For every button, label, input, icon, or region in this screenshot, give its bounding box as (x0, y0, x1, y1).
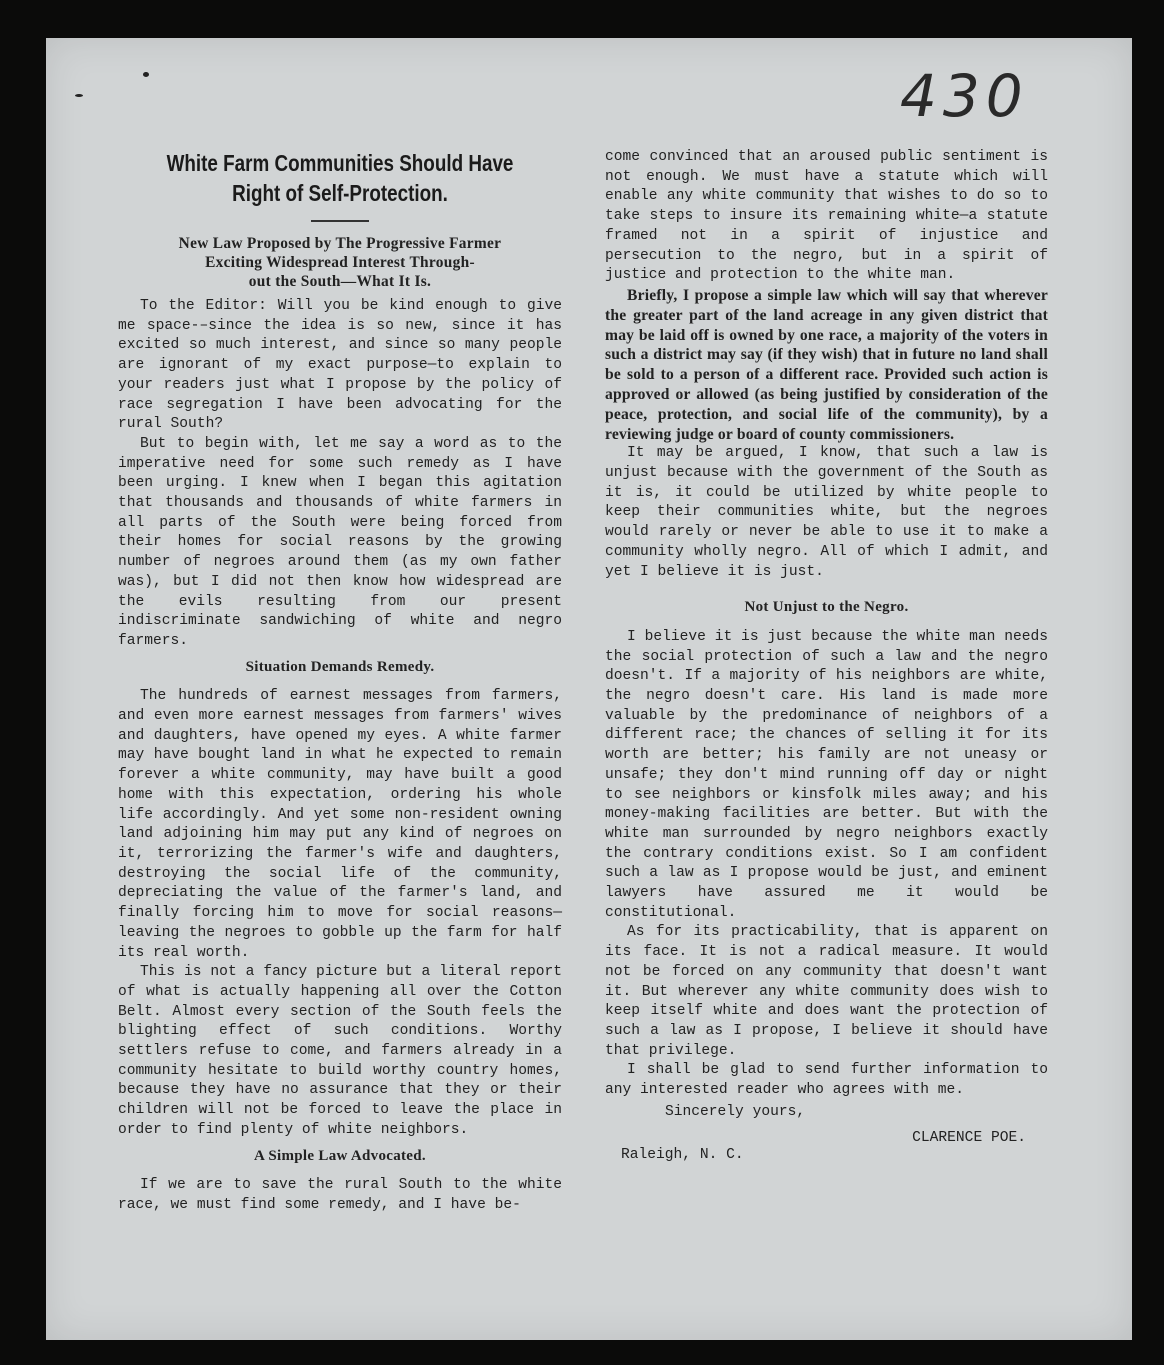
dateline-place: Raleigh, N. C. (621, 1147, 744, 1164)
deck-line-2: Exciting Widespread Interest Through- (205, 254, 475, 271)
section-heading: Situation Demands Remedy. (245, 658, 435, 675)
ink-speck (143, 72, 149, 77)
article-deck (118, 234, 562, 291)
paragraph: As for its practicability, that is apparent on its face. It is not a radical measure. It would not be forced on any community that doesn't want it. But wherever any white community does wish to keep itself white and does want the protection of such a law as I propose, I believe it should have that privilege. (605, 924, 1048, 1059)
ink-speck (75, 94, 83, 97)
closing: Sincerely yours, (665, 1103, 806, 1120)
proposal-paragraph: Briefly, I propose a simple law which will say that wherever the greater part of the land acreage in any given district that may be laid off is owned by one race, a majority of the voters in such a district may say (if they wish) that in future no land shall be sold to a person of a different race. Provided such action is approved or allowed (as being justified by consideration of the peace, protection, and social life of the community), by a reviewing judge or board of county commissioners. (605, 286, 1048, 443)
paragraph: But to begin with, let me say a word as to the imperative need for some such remedy as I have been urging. I knew when I began this agitation that thousands and thousands of white farmers in all parts of the South were being forced from their homes for social reasons by the growing number of negroes around them (as my own father was), but I did not then know how widespread are the evils resulting from our present indiscriminate sandwiching of white and negro farmers. (118, 435, 562, 649)
deck-line-1: New Law Proposed by The Progressive Farmer (178, 235, 502, 252)
paragraph: I believe it is just because the white man needs the social protection of such a law and the negro doesn't. If a majority of his neighbors are white, the negro doesn't care. His land is made more valuable by the predominance of neighbors of a different race; the chances of selling it for its worth are better; his family are not uneasy or unsafe; they don't mind running off day or night to see neighbors or kinsfolk miles away; and his money-making facilities are better. But with the white man surrounded by negro neighbors exactly the contrary conditions exist. So I am confident such a law as I propose would be just, and eminent lawyers have assured me it would be constitutional. (605, 628, 1048, 921)
paragraph: The hundreds of earnest messages from farmers, and even more earnest messages from farmers' wives and daughters, have opened my eyes. A white farmer may have bought land in what he expected to remain forever a white community, may have built a good home with this expectation, ordering his whole life accordingly. And yet some non-resident owning land adjoining him may put any kind of negroes on it, terrorizing the farmer's wife and daughters, destroying the social life of the community, depreciating the value of the farmer's land, and finally forcing him to move for social reasons—leaving the negroes to gobble up the farm for half its real worth. (118, 688, 562, 961)
paragraph-continued: come convinced that an aroused public sentiment is not enough. We must have a statute which will enable any white community that wishes to do so to take steps to insure its remaining white—a statute framed not in a spirit of injustice and persecution to the negro, but in a spirit of justice and protection to the white man. (605, 149, 1048, 284)
signature: CLARENCE POE. (912, 1129, 1026, 1146)
paragraph: To the Editor: Will you be kind enough to give me space-–since the idea is so new, since it has excited so much interest, and since so many people are ignorant of my exact purpose—to explain to your readers just what I propose by the policy of race segregation I have been advocating for the rural South? (118, 298, 562, 433)
paragraph: It may be argued, I know, that such a law is unjust because with the government of the South as it is, it could be utilized by white people to keep their communities white, but the negroes would rarely or never be able to use it to make a community wholly negro. All of which I admit, and yet I believe it is just. (605, 445, 1048, 580)
deck-line-3: out the South—What It Is. (248, 273, 432, 290)
handwritten-page-number: 430 (900, 62, 1029, 130)
article-column-right (605, 148, 1048, 1166)
article-column-left (118, 148, 562, 1216)
article-title-line-1: White Farm Communities Should Have (166, 150, 514, 176)
paragraph: This is not a fancy picture but a literal report of what is actually happening all over the Cotton Belt. Almost every section of the South feels the blighting effect of such conditions. Worthy settlers refuse to come, and farmers already in a community hesitate to build worthy country homes, because they have no assurance that they or their children will not be forced to leave the place in order to find plenty of white neighbors. (118, 964, 562, 1138)
article-title-line-2: Right of Self-Protection. (232, 180, 448, 206)
title-divider (311, 220, 369, 222)
paragraph: If we are to save the rural South to the white race, we must find some remedy, and I have be- (118, 1177, 562, 1213)
paragraph: I shall be glad to send further information to any interested reader who agrees with me. (605, 1062, 1048, 1099)
section-heading: A Simple Law Advocated. (254, 1147, 426, 1164)
section-heading: Not Unjust to the Negro. (744, 599, 909, 616)
